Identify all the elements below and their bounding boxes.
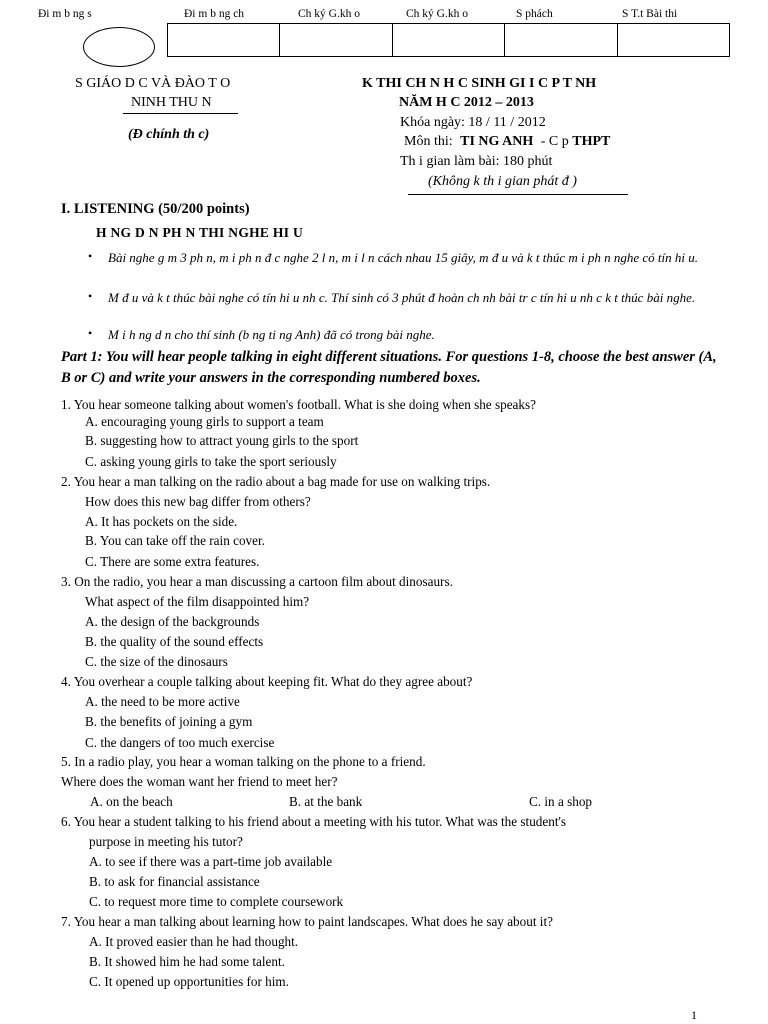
duration-note: (Không k th i gian phát đ ): [428, 174, 577, 189]
province-name: NINH THU N: [131, 95, 212, 110]
examiner1-signature-label: Ch ký G.kh o: [298, 8, 360, 20]
examiner1-signature-cell[interactable]: [279, 24, 391, 56]
question-4-option-b[interactable]: B. the benefits of joining a gym: [85, 714, 253, 729]
level-name: THPT: [572, 134, 611, 149]
examiner2-signature-label: Ch ký G.kh o: [406, 8, 468, 20]
question-6-option-b[interactable]: B. to ask for financial assistance: [89, 874, 260, 889]
question-5-prompt: Where does the woman want her friend to meet her?: [61, 774, 338, 789]
question-2-option-c[interactable]: C. There are some extra features.: [85, 554, 260, 569]
question-2-option-a[interactable]: A. It has pockets on the side.: [85, 514, 238, 529]
exam-duration: Th i gian làm bài: 180 phút: [400, 154, 553, 169]
level-prefix: - C p: [540, 134, 569, 149]
subject-name: TI NG ANH: [460, 134, 534, 149]
score-box-table: [167, 23, 730, 57]
question-4-option-a[interactable]: A. the need to be more active: [85, 694, 240, 709]
question-3-option-c[interactable]: C. the size of the dinosaurs: [85, 654, 228, 669]
secret-number-cell[interactable]: [504, 24, 616, 56]
question-3: 3. On the radio, you hear a man discussing a cartoon film about dinosaurs.: [61, 574, 453, 589]
question-3-prompt: What aspect of the film disappointed him?: [85, 594, 310, 609]
paper-total-cell[interactable]: [617, 24, 729, 56]
question-7-option-a[interactable]: A. It proved easier than he had thought.: [89, 934, 299, 949]
question-3-option-a[interactable]: A. the design of the backgrounds: [85, 614, 260, 629]
instruction-bullet: M đ u và k t thúc bài nghe có tín hi u nh c. Thí sinh có 3 phút đ hoàn ch nh bài tr c tín hi u nh c k t thúc bài nghe.: [108, 290, 696, 305]
question-4-option-c[interactable]: C. the dangers of too much exercise: [85, 735, 275, 750]
question-5-option-b[interactable]: B. at the bank: [289, 794, 363, 809]
question-6-option-c[interactable]: C. to request more time to complete coursework: [89, 894, 344, 909]
exam-title: K THI CH N H C SINH GI I C P T NH: [362, 76, 597, 91]
question-6-prompt: purpose in meeting his tutor?: [89, 834, 243, 849]
question-3-option-b[interactable]: B. the quality of the sound effects: [85, 634, 264, 649]
section-title: I. LISTENING (50/200 points): [61, 201, 250, 217]
official-paper-note: (Đ chính th c): [128, 127, 210, 142]
question-4: 4. You overhear a couple talking about keeping fit. What do they agree about?: [61, 674, 473, 689]
question-2-option-b[interactable]: B. You can take off the rain cover.: [85, 533, 265, 548]
bullet-dot: •: [88, 326, 93, 340]
examiner2-signature-cell[interactable]: [392, 24, 504, 56]
question-2: 2. You hear a man talking on the radio about a bag made for use on walking trips.: [61, 474, 491, 489]
question-1-option-c[interactable]: C. asking young girls to take the sport seriously: [85, 454, 337, 469]
question-5: 5. In a radio play, you hear a woman talking on the phone to a friend.: [61, 754, 426, 769]
paper-total-label: S T.t Bài thi: [622, 8, 678, 20]
question-6-option-a[interactable]: A. to see if there was a part-time job available: [89, 854, 333, 869]
page-number: 1: [691, 1008, 697, 1022]
question-7-option-b[interactable]: B. It showed him he had some talent.: [89, 954, 285, 969]
question-1: 1. You hear someone talking about women's football. What is she doing when she speaks?: [61, 397, 536, 412]
question-2-prompt: How does this new bag differ from others?: [85, 494, 311, 509]
school-year: NĂM H C 2012 – 2013: [399, 95, 534, 110]
exam-date: Khóa ngày: 18 / 11 / 2012: [400, 115, 546, 130]
secret-number-label: S phách: [516, 8, 553, 20]
province-underline: [123, 113, 238, 114]
part1-instruction: Part 1: You will hear people talking in eight different situations. For questions 1-8, choose the best answer (A, B or C) and write your answers in the corresponding numbered boxes.: [61, 349, 717, 386]
question-5-option-c[interactable]: C. in a shop: [529, 794, 593, 809]
exam-subject-line: [404, 134, 610, 150]
question-5-option-a[interactable]: A. on the beach: [90, 794, 173, 809]
subject-prefix: Môn thi:: [404, 134, 453, 149]
header-underline: [408, 194, 628, 195]
instruction-bullet: M i h ng d n cho thí sinh (b ng ti ng Anh) đã có trong bài nghe.: [108, 327, 435, 342]
department-name: S GIÁO D C VÀ ĐÀO T O: [75, 76, 231, 91]
bullet-dot: •: [88, 289, 93, 303]
score-label-number: Đi m b ng s: [38, 8, 92, 20]
instruction-bullet: Bài nghe g m 3 ph n, m i ph n đ c nghe 2 l n, m i l n cách nhau 15 giây, m đ u và k t thúc m i ph n nghe có tín hi u.: [108, 250, 698, 265]
score-label-words: Đi m b ng ch: [184, 8, 245, 20]
question-1-option-b[interactable]: B. suggesting how to attract young girls to the sport: [85, 433, 359, 448]
question-1-option-a[interactable]: A. encouraging young girls to support a team: [85, 414, 324, 429]
score-number-oval[interactable]: [83, 27, 155, 67]
instructions-title: H NG D N PH N THI NGHE HI U: [96, 225, 303, 240]
question-7-option-c[interactable]: C. It opened up opportunities for him.: [89, 974, 289, 989]
question-7: 7. You hear a man talking about learning how to paint landscapes. What does he say about it?: [61, 914, 553, 929]
score-words-cell[interactable]: [168, 24, 279, 56]
question-6: 6. You hear a student talking to his friend about a meeting with his tutor. What was the student's: [61, 814, 567, 829]
bullet-dot: •: [88, 249, 93, 263]
